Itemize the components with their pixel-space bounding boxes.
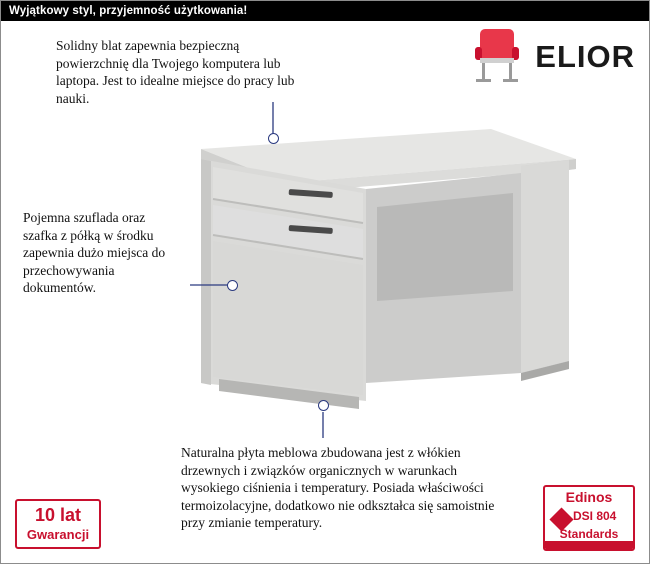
callout-dot-bottom [318,400,329,411]
brand-logo [465,27,635,85]
brand-name: ELIOR [535,39,635,74]
armchair-icon [471,27,523,83]
product-image [191,111,581,421]
certificate-badge [543,485,635,551]
warranty-label: Gwarancji [26,527,90,542]
certificate-code: DSI 804 [573,509,617,523]
warranty-years: 10 lat [34,505,82,525]
callout-text-top: Solidny blat zapewnia bezpieczną powierzchnię dla Twojego komputera lub laptopa. Jest to idealne miejsce do pracy lub nauki. [56,38,295,106]
top-banner: Wyjątkowy styl, przyjemność użytkowania! [1,1,649,21]
warranty-badge [15,499,101,549]
callout-text-left: Pojemna szuflada oraz szafka z półką w środku zapewnia dużo miejsca do przechowywania dokumentów. [23,210,166,295]
callout-dot-left [227,280,238,291]
callout-dot-top [268,133,279,144]
callout-text-bottom: Naturalna płyta meblowa zbudowana jest z włókien drzewnych i związków organicznych w warunkach wysokiego ciśnienia i temperatury. Posiada właściwości termoizolacyjne, dodatkowo nie odkształca się samoistnie przy zmianie temperatury. [181,445,495,530]
certificate-band [545,541,633,549]
certificate-subtitle: Standards [559,527,619,541]
certificate-title: Edinos [565,489,613,505]
